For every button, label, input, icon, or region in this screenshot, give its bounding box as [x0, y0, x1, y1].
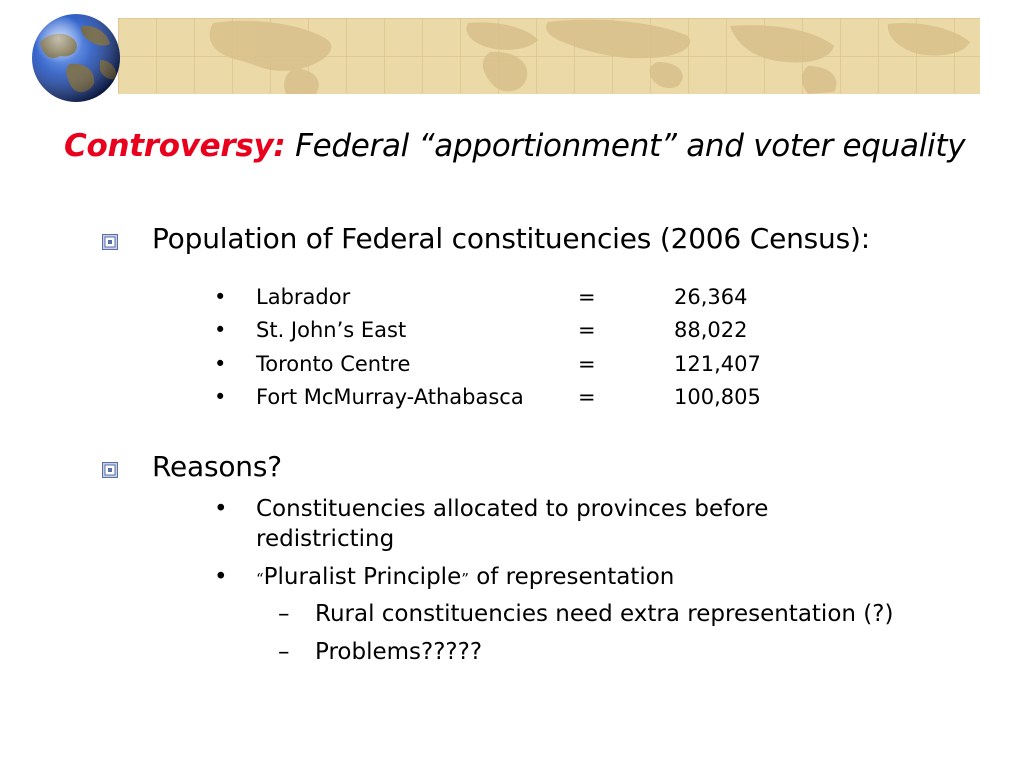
- principle-rest: of representation: [468, 564, 675, 590]
- list-item-text: Constituencies allocated to provinces before: [256, 496, 769, 522]
- title-text: Federal “apportionment” and voter equality: [295, 128, 966, 164]
- world-map-banner: [118, 18, 980, 94]
- bullet-dot: •: [214, 496, 228, 522]
- dash-bullet: –: [278, 639, 290, 665]
- equals-sign: =: [578, 284, 596, 309]
- list-item-text: [256, 562, 674, 594]
- table-row: [214, 314, 761, 348]
- population-value: 88,022: [674, 318, 748, 343]
- row-bullet: •: [214, 385, 227, 410]
- dash-bullet: –: [278, 601, 290, 627]
- table-row: [214, 381, 761, 415]
- sub-list-item-text: Rural constituencies need extra representation (?): [315, 601, 894, 627]
- row-bullet: •: [214, 284, 227, 309]
- bullet-dot: •: [214, 564, 228, 590]
- list-item-text: redistricting: [256, 526, 395, 552]
- population-value: 100,805: [674, 385, 761, 410]
- square-bullet-icon: [102, 234, 118, 250]
- constituency-name: St. John’s East: [256, 318, 407, 343]
- globe-icon: [30, 12, 122, 104]
- slide-title: [64, 128, 965, 164]
- equals-sign: =: [578, 385, 596, 410]
- constituency-name: Fort McMurray-Athabasca: [256, 385, 524, 410]
- equals-sign: =: [578, 351, 596, 376]
- section-heading-population: Population of Federal constituencies (2006 Census):: [152, 222, 870, 255]
- principle-name: Pluralist Principle: [263, 564, 462, 590]
- square-bullet-icon: [102, 462, 118, 478]
- table-row: [214, 280, 761, 314]
- sub-list-item-text: Problems?????: [315, 639, 483, 665]
- row-bullet: •: [214, 351, 227, 376]
- row-bullet: •: [214, 318, 227, 343]
- equals-sign: =: [578, 318, 596, 343]
- close-quote: ”: [461, 570, 469, 588]
- constituency-name: Toronto Centre: [256, 351, 411, 376]
- population-value: 121,407: [674, 351, 761, 376]
- constituency-name: Labrador: [256, 284, 351, 309]
- title-emphasis: Controversy:: [64, 128, 286, 164]
- population-table: [214, 280, 761, 414]
- section-heading-reasons: Reasons?: [152, 450, 282, 483]
- population-value: 26,364: [674, 284, 748, 309]
- table-row: [214, 347, 761, 381]
- open-quote: “: [256, 570, 264, 588]
